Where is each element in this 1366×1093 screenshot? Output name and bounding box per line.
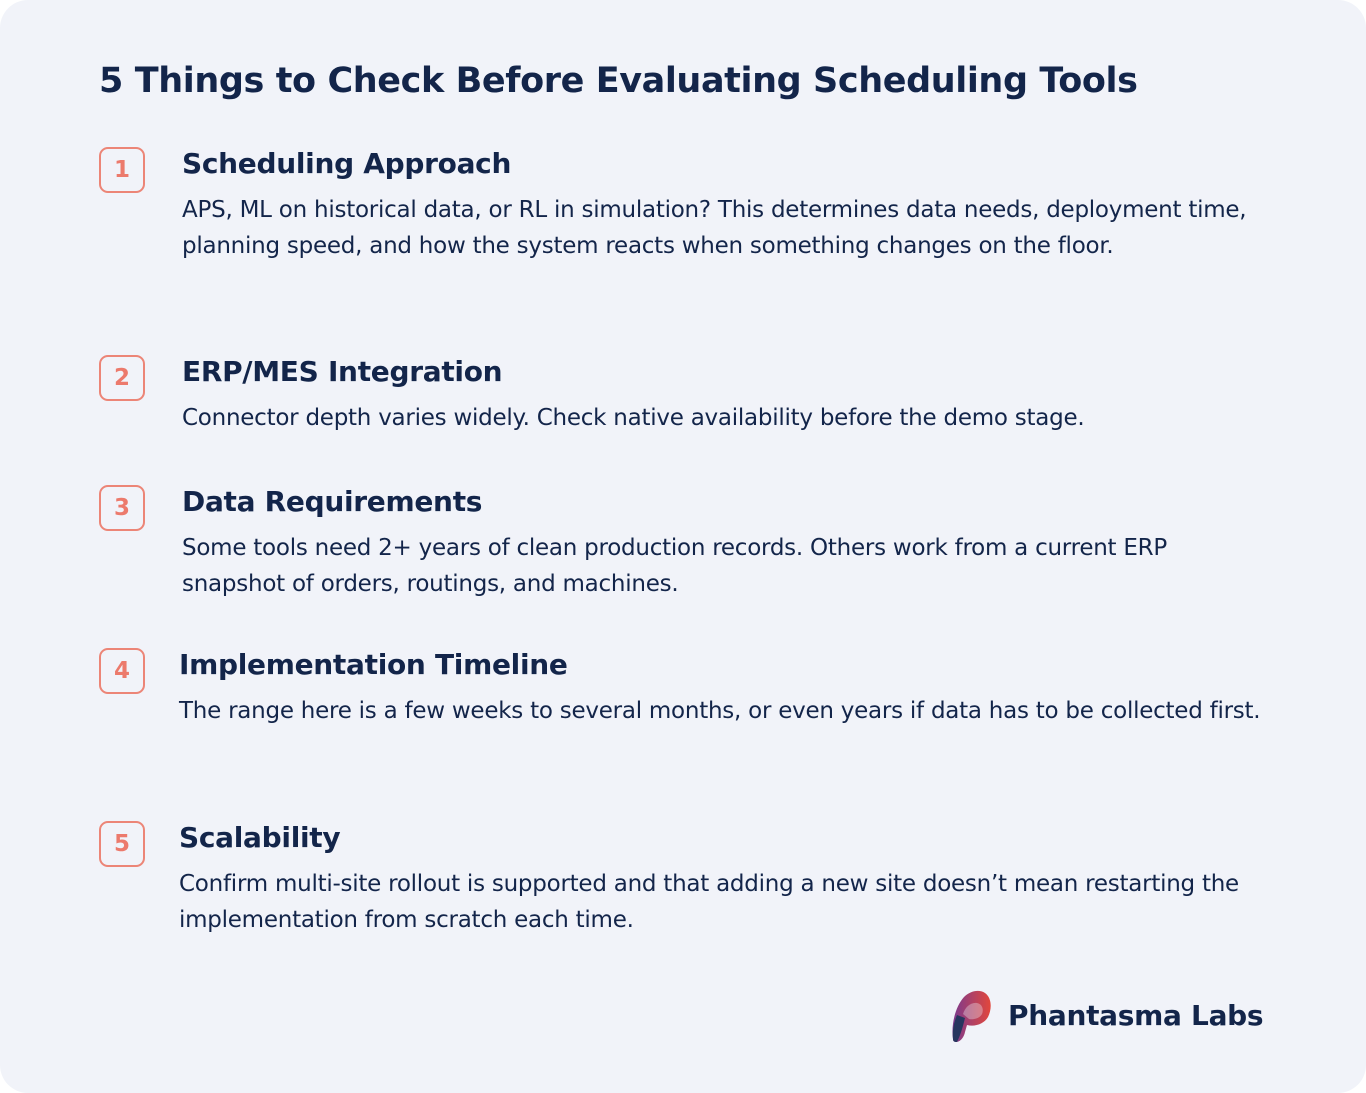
- item-description: Confirm multi-site rollout is supported and that adding a new site doesn’t mean restarting the implementation from scratch each time.: [179, 871, 1239, 933]
- item-title: Implementation Timeline: [179, 648, 568, 681]
- item-title: ERP/MES Integration: [182, 355, 503, 388]
- item-number-badge: 1: [99, 147, 145, 193]
- item-number-badge: 2: [99, 355, 145, 401]
- brand-logo: [947, 989, 1267, 1045]
- item-description: The range here is a few weeks to several months, or even years if data has to be collected first.: [179, 698, 1261, 724]
- item-title: Data Requirements: [182, 485, 483, 518]
- item-description: Some tools need 2+ years of clean production records. Others work from a current ERP snapshot of orders, routings, and machines.: [182, 535, 1168, 597]
- page-title: 5 Things to Check Before Evaluating Scheduling Tools: [99, 61, 1138, 101]
- item-number-badge: 4: [99, 648, 145, 694]
- item-description: Connector depth varies widely. Check native availability before the demo stage.: [182, 405, 1085, 431]
- item-title: Scalability: [179, 821, 341, 854]
- phantasma-labs-logo-icon: [947, 989, 993, 1043]
- item-title: Scheduling Approach: [182, 147, 512, 180]
- item-description: APS, ML on historical data, or RL in simulation? This determines data needs, deployment time, planning speed, and how the system reacts when something changes on the floor.: [182, 197, 1247, 259]
- item-number-badge: 3: [99, 485, 145, 531]
- item-number-badge: 5: [99, 821, 145, 867]
- brand-name: Phantasma Labs: [1008, 999, 1264, 1032]
